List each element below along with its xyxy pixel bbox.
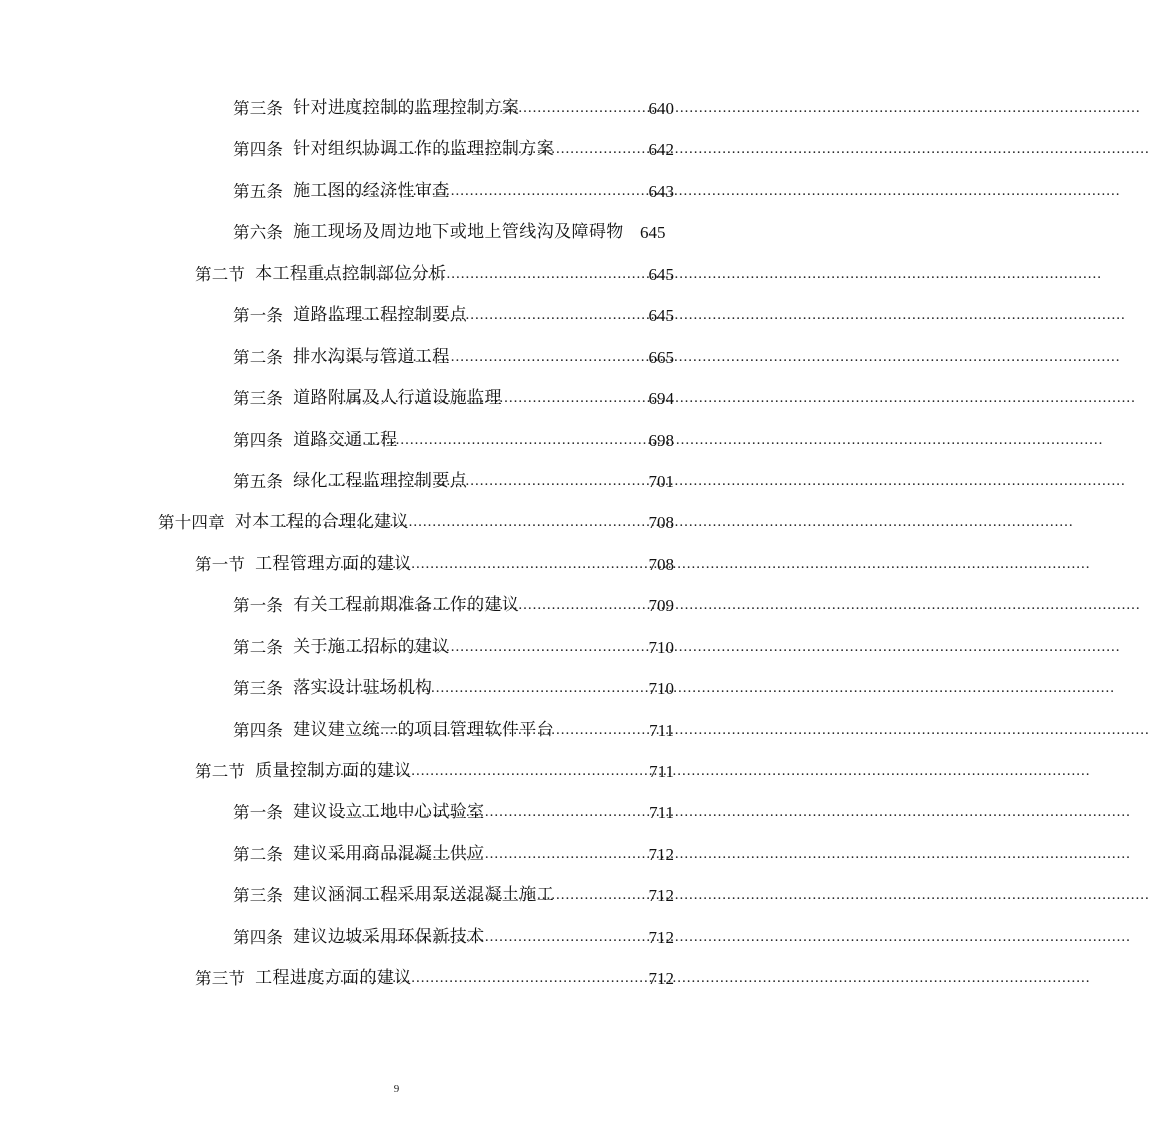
toc-entry-label: 第六条: [233, 223, 284, 243]
toc-entry-page: 645: [640, 223, 666, 243]
toc-entry-page: 708: [648, 513, 674, 533]
toc-entry[interactable]: [0, 585, 793, 626]
toc-entry-title: 道路附属及人行道设施监理: [293, 388, 502, 409]
toc-entry[interactable]: [0, 129, 793, 170]
toc-entry-title: 道路监理工程控制要点: [293, 305, 468, 326]
toc-dot-leader: [293, 751, 637, 792]
toc-entry-title: 有关工程前期准备工作的建议: [293, 595, 520, 616]
toc-dot-leader: [338, 378, 637, 419]
toc-entry-page: 712: [648, 969, 674, 989]
toc-entry-title: 落实设计驻场机构: [293, 678, 433, 699]
toc-entry-label: 第二条: [233, 844, 284, 864]
toc-entry-page: 665: [648, 347, 674, 367]
toc-entry[interactable]: [0, 378, 793, 419]
toc-entry[interactable]: [0, 668, 793, 709]
toc-entry-label: 第一条: [233, 803, 284, 823]
toc-entry-label: 第五条: [233, 471, 284, 491]
toc-dot-leader: [328, 295, 637, 336]
toc-entry-title: 建议涵洞工程采用泵送混凝土施工: [293, 885, 555, 906]
toc-dot-leader: [343, 585, 637, 626]
toc-entry-label: 第四条: [233, 140, 284, 160]
toc-entry-label: 第二条: [233, 347, 284, 367]
toc-entry[interactable]: [0, 88, 793, 129]
toc-dot-leader: [305, 420, 637, 461]
toc-dot-leader: [333, 834, 637, 875]
toc-dot-leader: [304, 254, 637, 295]
toc-entry-label: 第四条: [233, 430, 284, 450]
toc-entry-label: 第一条: [233, 306, 284, 326]
page-number: 9: [393, 1083, 400, 1095]
toc-entry[interactable]: [0, 627, 793, 668]
toc-entry[interactable]: [0, 212, 793, 253]
toc-entry[interactable]: [0, 171, 793, 212]
toc-entry[interactable]: [0, 710, 793, 751]
toc-entry-page: 642: [648, 140, 674, 160]
toc-entry-label: 第三条: [233, 99, 284, 118]
toc-entry-page: 694: [648, 389, 674, 409]
toc-entry-label: 第五条: [233, 181, 284, 201]
toc-dot-leader: [328, 461, 637, 502]
toc-entry-page: 640: [648, 99, 674, 118]
toc-entry-label: 第三节: [195, 969, 246, 989]
toc-dot-leader: [322, 627, 637, 668]
toc-entry[interactable]: [0, 254, 793, 295]
toc-entry-label: 第十四章: [158, 513, 225, 533]
toc-entry[interactable]: [0, 751, 793, 792]
toc-dot-leader: [352, 875, 637, 916]
toc-entry-page: 643: [648, 181, 674, 201]
toc-dot-leader: [352, 710, 637, 751]
toc-entry-title: 建议设立工地中心试验室: [293, 802, 485, 823]
toc-dot-leader: [317, 668, 637, 709]
toc-entry-label: 第三条: [233, 389, 284, 409]
toc-dot-leader: [333, 792, 637, 833]
toc-entry-title: 施工现场及周边地下或地上管线沟及障碍物: [293, 222, 624, 243]
toc-entry-title: 建议建立统一的项目管理软件平台: [293, 719, 555, 740]
toc-entry[interactable]: [0, 295, 793, 336]
toc-entry[interactable]: [0, 792, 793, 833]
toc-dot-leader: [276, 502, 637, 543]
toc-entry[interactable]: [0, 544, 793, 585]
toc-entry-title: 对本工程的合理化建议: [234, 512, 409, 533]
toc-entry-label: 第一节: [195, 554, 246, 574]
toc-entry-label: 第三条: [233, 886, 284, 906]
toc-entry[interactable]: [0, 502, 793, 543]
toc-entry-label: 第四条: [233, 927, 284, 947]
toc-entry[interactable]: [0, 337, 793, 378]
toc-entry-title: 工程管理方面的建议: [255, 553, 412, 574]
toc-entry-page: 710: [648, 637, 674, 657]
toc-entry-title: 绿化工程监理控制要点: [293, 470, 468, 491]
toc-entry-page: 645: [648, 306, 674, 326]
toc-entry-label: 第三条: [233, 679, 284, 699]
toc-entry-title: 针对组织协调工作的监理控制方案: [293, 139, 555, 160]
toc-entry-label: 第一条: [233, 596, 284, 616]
toc-dot-leader: [322, 337, 637, 378]
toc-dot-leader: [352, 129, 637, 170]
toc-entry-page: 712: [648, 844, 674, 864]
toc-entry[interactable]: [0, 958, 793, 999]
table-of-contents: [0, 88, 793, 1000]
toc-entry-title: 工程进度方面的建议: [255, 968, 412, 989]
toc-entry-label: 第二节: [195, 264, 246, 284]
toc-entry[interactable]: [0, 875, 793, 916]
toc-entry-page: 645: [648, 264, 674, 284]
toc-entry-label: 第二条: [233, 637, 284, 657]
toc-entry-title: 本工程重点控制部位分析: [255, 263, 447, 284]
toc-entry[interactable]: [0, 917, 793, 958]
toc-entry-label: 第二节: [195, 762, 246, 781]
toc-entry[interactable]: [0, 461, 793, 502]
toc-entry-title: 建议采用商品混凝土供应: [293, 843, 485, 864]
toc-entry-title: 针对进度控制的监理控制方案: [293, 98, 520, 118]
toc-entry-page: 712: [648, 886, 674, 906]
toc-entry-title: 质量控制方面的建议: [255, 761, 412, 781]
toc-entry-page: 710: [648, 679, 674, 699]
toc-entry-title: 排水沟渠与管道工程: [293, 346, 450, 367]
toc-entry-page: 712: [648, 927, 674, 947]
toc-dot-leader: [333, 917, 637, 958]
toc-entry-page: 701: [648, 471, 674, 491]
toc-entry-page: 709: [648, 596, 674, 616]
toc-dot-leader: [343, 88, 637, 129]
toc-entry-title: 建议边坡采用环保新技术: [293, 926, 485, 947]
toc-entry-page: 708: [648, 554, 674, 574]
toc-entry-title: 施工图的经济性审查: [293, 180, 450, 201]
toc-entry-label: 第四条: [233, 720, 284, 740]
toc-entry[interactable]: [0, 834, 793, 875]
toc-entry-title: 关于施工招标的建议: [293, 636, 450, 657]
toc-entry-page: 711: [649, 803, 674, 823]
toc-entry-page: 698: [648, 430, 674, 450]
toc-dot-leader: [322, 171, 637, 212]
toc-entry[interactable]: [0, 420, 793, 461]
toc-dot-leader: [293, 544, 637, 585]
toc-entry-page: 711: [649, 720, 674, 740]
toc-entry-page: 711: [649, 762, 674, 781]
toc-entry-title: 道路交通工程: [293, 429, 398, 450]
toc-dot-leader: [293, 958, 637, 999]
